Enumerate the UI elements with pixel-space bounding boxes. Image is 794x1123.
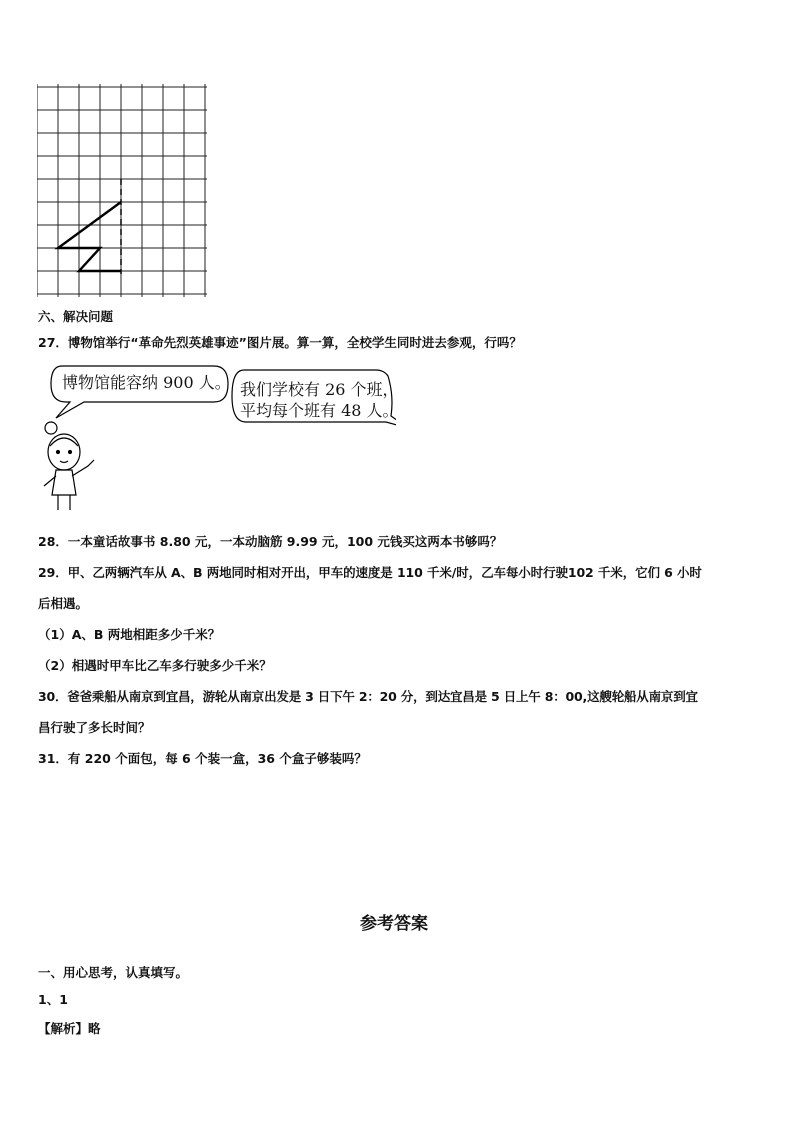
section-heading: 六、解决问题 — [38, 309, 114, 324]
answers-section-1: 一、用心思考，认真填写。 — [38, 965, 189, 980]
question-29-line-2: 后相遇。 — [38, 596, 89, 611]
question-29-sub-2: （2）相遇时甲车比乙车多行驶多少千米？ — [38, 658, 272, 673]
question-28: 28．一本童话故事书 8.80 元，一本动脑筋 9.99 元，100 元钱买这两本书够吗？ — [38, 534, 503, 549]
question-29-line-1: 29．甲、乙两辆汽车从 A、B 两地同时相对开出，甲车的速度是 110 千米/时，乙车每小时行驶102 千米，它们 6 小时 — [38, 565, 702, 580]
grid-svg — [37, 84, 209, 299]
question-29-sub-1: （1）A、B 两地相距多少千米？ — [38, 627, 221, 642]
half-figure — [58, 202, 121, 271]
grid-figure — [37, 84, 209, 302]
answer-item-1: 1、1 — [38, 992, 68, 1007]
answer-analysis: 【解析】略 — [38, 1021, 101, 1036]
answers-title: 参考答案 — [360, 914, 428, 934]
question-27: 27．博物馆举行“革命先烈英雄事迹”图片展。算一算，全校学生同时进去参观，行吗？ — [38, 335, 522, 350]
boy-speech-line-1: 我们学校有 26 个班， — [240, 380, 399, 399]
girl-speech-text: 博物馆能容纳 900 人。 — [62, 373, 231, 392]
boy-speech-line-2: 平均每个班有 48 人。 — [240, 401, 399, 420]
question-30-line-2: 昌行驶了多长时间？ — [38, 720, 151, 735]
grid-lines — [37, 84, 207, 297]
question-31: 31．有 220 个面包，每 6 个装一盒，36 个盒子够装吗？ — [38, 751, 367, 766]
girl-figure — [44, 422, 94, 510]
question-30-line-1: 30．爸爸乘船从南京到宜昌，游轮从南京出发是 3 日下午 2：20 分，到达宜昌是 5 日上午 8：00,这艘轮船从南京到宜 — [38, 689, 698, 704]
